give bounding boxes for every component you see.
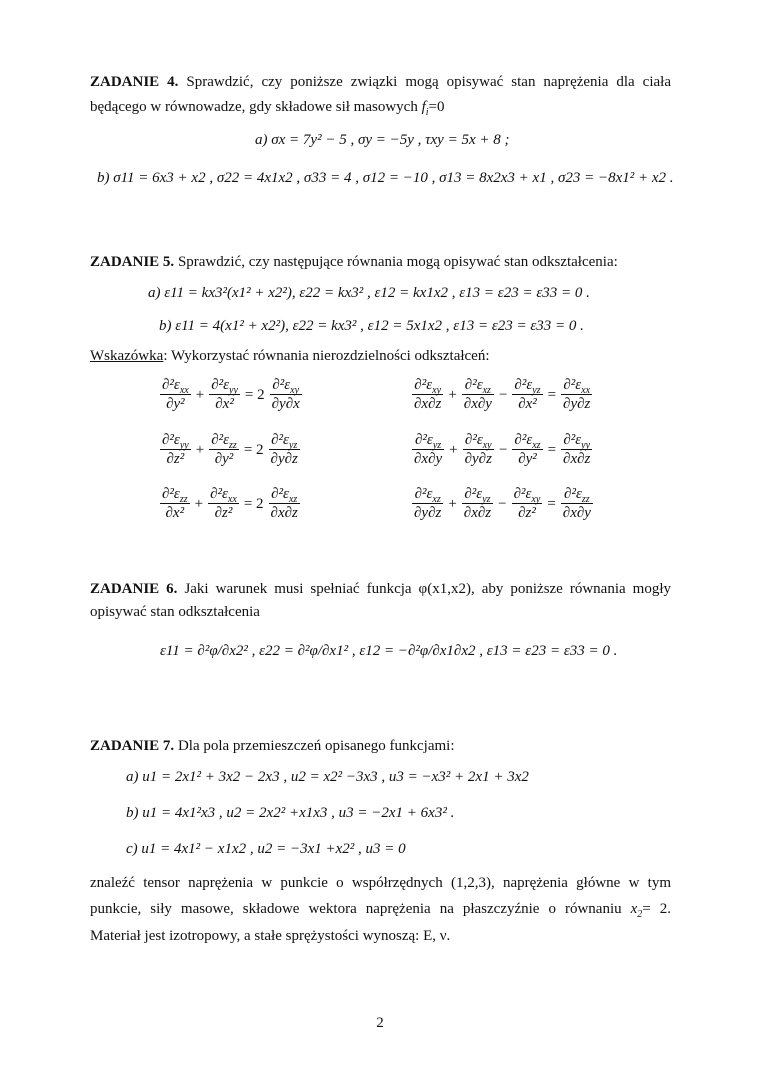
z7-eq-b: b) u1 = 4x1²x3 , u2 = 2x2² +x1x3 , u3 = −2x1 + 6x3² . [126,805,455,821]
compat-eq-5: $\frac{\partial^2\varepsilon_{yz}}{\partial x\partial y}$ + $\frac{\partial^2\varepsilon_{xy}}{\partial y\partial z}$ − $\frac{\partial^2\varepsilon_{xz}}{\text{∂y²}}$ = $\frac{\partial^2\varepsilon_{yy}}{\partial x\partial z}$ [414,432,591,467]
z7-p1: znaleźć tensor naprężenia w punkcie o współrzędnych (1,2,3), naprężenia główne w tym [90,875,671,891]
z6-title: ZADANIE 6. [90,581,178,597]
z4-text2: będącego w równowadze, gdy składowe sił masowych [90,99,422,115]
z4-line2 [90,97,445,117]
z7-p2-tail: = 2. [642,901,671,917]
z5-eq-b: b) ε11 = 4(x1² + x2²), ε22 = kx3² , ε12 = 5x1x2 , ε13 = ε23 = ε33 = 0 . [159,318,584,334]
z7-eq-a: a) u1 = 2x1² + 3x2 − 2x3 , u2 = x2² −3x3 , u3 = −x3² + 2x1 + 3x2 [126,769,529,785]
z4-title: ZADANIE 4. [90,74,179,90]
z5-text1: Sprawdzić, czy następujące równania mogą opisywać stan odkształcenia: [174,254,618,270]
compat-eq-6: $\frac{\partial^2\varepsilon_{xz}}{\partial y\partial z}$ + $\frac{\partial^2\varepsilon_{yz}}{\partial x\partial z}$ − $\frac{\partial^2\varepsilon_{xy}}{\text{∂z²}}$ = $\frac{\partial^2\varepsilon_{zz}}{\partial x\partial y}$ [414,486,591,521]
z5-eq-a: a) ε11 = kx3²(x1² + x2²), ε22 = kx3² , ε12 = kx1x2 , ε13 = ε23 = ε33 = 0 . [148,285,590,301]
z5-hint-label: Wskazówka [90,348,164,364]
z4-line1 [90,72,671,92]
z7-p3: Materiał jest izotropowy, a stałe sprężystości wynoszą: E, ν. [90,928,451,944]
z6-eq: ε11 = ∂²φ/∂x2² , ε22 = ∂²φ/∂x1² , ε12 = −∂²φ/∂x1∂x2 , ε13 = ε23 = ε33 = 0 . [160,643,618,659]
z7-title: ZADANIE 7. [90,738,175,754]
z5-hint [90,346,490,366]
compat-eq-2: $\frac{\partial^2\varepsilon_{yy}}{\text{∂z²}}$ + $\frac{\partial^2\varepsilon_{zz}}{\text{∂y²}}$ = 2 $\frac{\partial^2\varepsilon_{yz}}{\partial y\partial z}$ [162,432,298,467]
compat-eq-4: $\frac{\partial^2\varepsilon_{xy}}{\partial x\partial z}$ + $\frac{\partial^2\varepsilon_{xz}}{\partial x\partial y}$ − $\frac{\partial^2\varepsilon_{yz}}{\text{∂x²}}$ = $\frac{\partial^2\varepsilon_{xx}}{\partial y\partial z}$ [414,377,591,412]
z7-eq-c: c) u1 = 4x1² − x1x2 , u2 = −3x1 +x2² , u3 = 0 [126,841,406,857]
z6-text1: Jaki warunek musi spełniać funkcja φ(x1,x2), aby poniższe równania mogły [177,581,671,597]
z4-cond-sub: i [425,107,429,118]
z6-line1 [90,579,671,599]
compat-eq-1: $\frac{\partial^2\varepsilon_{xx}}{\text{∂y²}}$ + $\frac{\partial^2\varepsilon_{yy}}{\text{∂x²}}$ = 2 $\frac{\partial^2\varepsilon_{xy}}{\partial y\partial x}$ [162,377,300,412]
z7-text1: Dla pola przemieszczeń opisanego funkcjami: [174,738,455,754]
page-number: 2 [376,1015,384,1031]
z7-p2-sub: 2 [637,909,643,920]
z7-p2 [90,899,671,919]
z4-text1: Sprawdzić, czy poniższe związki mogą opisywać stan naprężenia dla ciała [178,74,671,90]
z5-title: ZADANIE 5. [90,254,175,270]
z6-line2: opisywać stan odkształcenia [90,604,260,620]
z4-cond: f [421,99,426,115]
z4-eq-a: a) σx = 7y² − 5 , σy = −5y , τxy = 5x + 8 ; [255,132,510,148]
z5-hint-text: : Wykorzystać równania nierozdzielności odkształceń: [163,348,490,364]
compat-eq-3: $\frac{\partial^2\varepsilon_{zz}}{\text{∂x²}}$ + $\frac{\partial^2\varepsilon_{xx}}{\text{∂z²}}$ = 2 $\frac{\partial^2\varepsilon_{xz}}{\partial x\partial z}$ [162,486,298,521]
z4-eq-b: b) σ11 = 6x3 + x2 , σ22 = 4x1x2 , σ33 = 4 , σ12 = −10 , σ13 = 8x2x3 + x1 , σ23 = −8x1² + x2 . [97,170,674,186]
z7-p2-text: punkcie, siły masowe, składowe wektora naprężenia na płaszczyźnie o równaniu [90,901,631,917]
z4-cond-tail: =0 [428,99,445,115]
z5-line1 [90,252,618,272]
z7-line1 [90,736,455,756]
z7-p2-var: x [630,901,638,917]
